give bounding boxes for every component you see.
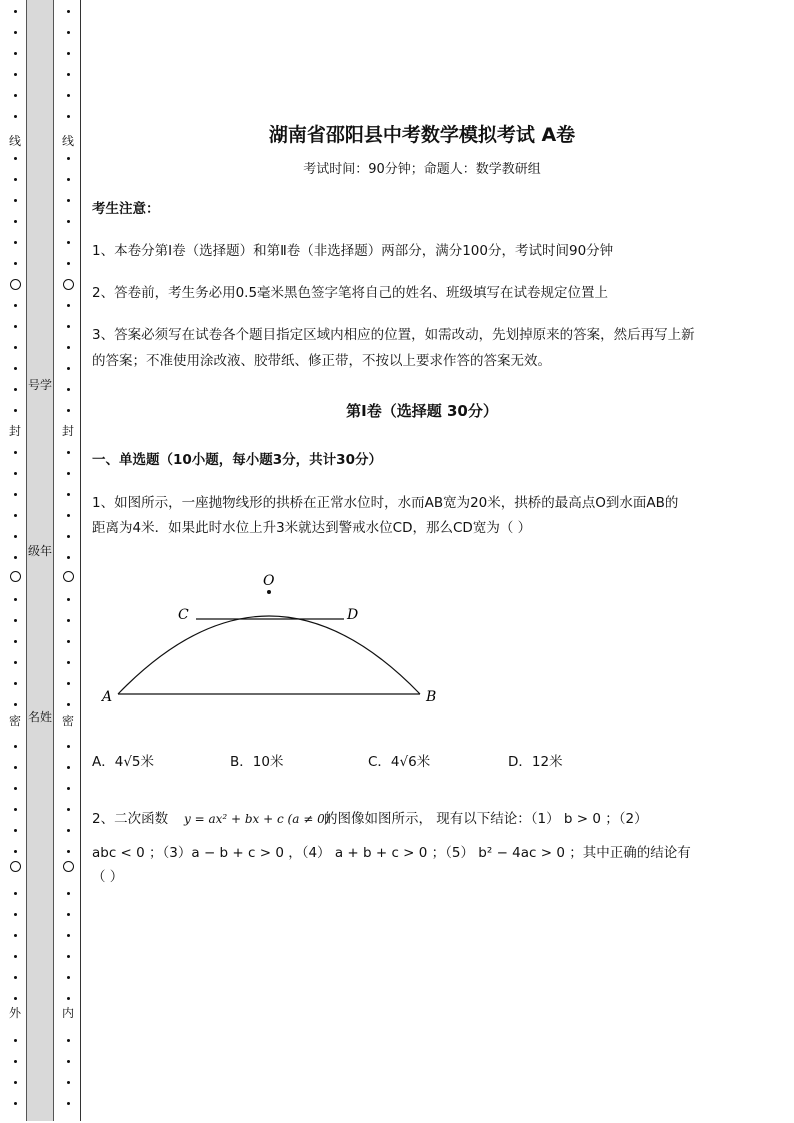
arch-curve (118, 616, 420, 694)
binding-dot (67, 346, 70, 349)
binding-dot (67, 787, 70, 790)
right-col-cut-marker-6: 内 (61, 1006, 74, 1020)
left-col-cut-marker-2: 封 (8, 424, 21, 438)
q1-text-line2: 距离为4米．如果此时水位上升3米就达到警戒水位CD，那么CD宽为（ ） (92, 520, 532, 536)
q2-text-line1-b: 的图像如图所示， 现有以下结论：（1） b > 0 ；（2） (324, 811, 648, 827)
left-col-circle-marker (10, 861, 21, 872)
binding-dot (67, 31, 70, 34)
binding-dot (14, 808, 17, 811)
label-c: C (178, 607, 189, 623)
binding-dot (14, 787, 17, 790)
binding-dot (14, 409, 17, 412)
binding-dot (67, 409, 70, 412)
binding-dot (67, 808, 70, 811)
left-col-circle-marker (10, 571, 21, 582)
binding-dot (67, 115, 70, 118)
binding-dot (67, 199, 70, 202)
binding-dot (14, 955, 17, 958)
binding-dot (14, 892, 17, 895)
binding-dot (14, 157, 17, 160)
binding-dot (14, 346, 17, 349)
left-col-cut-marker-4: 密 (8, 714, 21, 728)
binding-dot (14, 241, 17, 244)
binding-dot (67, 955, 70, 958)
section-title: 第I卷（选择题 30分） (346, 402, 498, 420)
notice-item-3-cont: 的答案；不准使用涂改液、胶带纸、修正带，不按以上要求作答的答案无效。 (92, 353, 551, 369)
page-subtitle: 考试时间：90分钟；命题人：数学教研组 (303, 162, 541, 177)
binding-dot (67, 682, 70, 685)
q2-text-line1-a: 2、二次函数 (92, 811, 169, 827)
right-col-circle-marker (63, 571, 74, 582)
binding-dot (14, 619, 17, 622)
binding-dot (14, 10, 17, 13)
q1-option-d: D．12米 (508, 754, 563, 770)
binding-dot (14, 388, 17, 391)
binding-dot (67, 703, 70, 706)
binding-dot (67, 640, 70, 643)
notice-item-3: 3、答案必须写在试卷各个题目指定区域内相应的位置，如需改动，先划掉原来的答案，然后再写上新 (92, 327, 695, 343)
binding-dot (67, 766, 70, 769)
left-col-cut-marker-0: 线 (8, 134, 21, 148)
binding-dot (67, 241, 70, 244)
binding-dot (67, 472, 70, 475)
binding-dot (14, 115, 17, 118)
binding-dot (67, 997, 70, 1000)
binding-dot (14, 325, 17, 328)
binding-dot (67, 829, 70, 832)
q1-text-line1: 1、如图所示，一座抛物线形的拱桥在正常水位时，水而AB宽为20米，拱桥的最高点O到水面AB的 (92, 495, 679, 511)
binding-dot (67, 598, 70, 601)
notice-item-1: 1、本卷分第I卷（选择题）和第Ⅱ卷（非选择题）两部分，满分100分，考试时间90分钟 (92, 243, 614, 259)
label-d: D (347, 607, 359, 623)
binding-dot (67, 661, 70, 664)
right-col-cut-marker-2: 封 (61, 424, 74, 438)
part-heading: 一、单选题（10小题，每小题3分，共计30分） (92, 452, 382, 468)
label-a: A (102, 689, 113, 705)
binding-dot (14, 52, 17, 55)
binding-dot (14, 997, 17, 1000)
grade-label: 级年 (27, 544, 52, 558)
binding-dot (14, 220, 17, 223)
binding-dot (14, 367, 17, 370)
binding-dot (67, 325, 70, 328)
binding-dot (14, 661, 17, 664)
label-b: B (426, 689, 437, 705)
binding-dot (14, 703, 17, 706)
binding-dot (14, 178, 17, 181)
left-col-circle-marker (10, 279, 21, 290)
binding-dot (14, 514, 17, 517)
label-o: O (263, 573, 275, 589)
binding-dot (67, 934, 70, 937)
binding-strip (26, 0, 54, 1121)
notice-heading: 考生注意： (92, 201, 160, 217)
binding-dot (67, 619, 70, 622)
binding-dot (67, 10, 70, 13)
binding-dot (67, 1060, 70, 1063)
binding-dot (14, 598, 17, 601)
binding-dot (67, 367, 70, 370)
binding-dot (67, 94, 70, 97)
binding-dot (14, 1102, 17, 1105)
student-number-label: 号学 (27, 378, 52, 392)
binding-dot (14, 934, 17, 937)
binding-dot (67, 262, 70, 265)
q1-option-b: B．10米 (230, 754, 284, 770)
binding-dot (14, 745, 17, 748)
binding-dot (67, 451, 70, 454)
binding-margin (0, 0, 84, 1123)
binding-dot (14, 451, 17, 454)
binding-dot (14, 493, 17, 496)
right-col-circle-marker (63, 861, 74, 872)
binding-dot (67, 913, 70, 916)
binding-dot (14, 304, 17, 307)
binding-dot (67, 745, 70, 748)
binding-dot (67, 892, 70, 895)
binding-dot (14, 199, 17, 202)
binding-dot (14, 640, 17, 643)
binding-border-line (80, 0, 81, 1121)
q1-option-c: C．4√6米 (368, 754, 431, 770)
binding-dot (67, 556, 70, 559)
name-label: 名姓 (27, 710, 52, 724)
binding-dot (14, 262, 17, 265)
binding-dot (14, 850, 17, 853)
binding-dot (67, 1039, 70, 1042)
binding-dot (14, 976, 17, 979)
binding-dot (67, 535, 70, 538)
q2-text-line3: （ ） (92, 869, 124, 885)
notice-item-2: 2、答卷前，考生务必用0.5毫米黑色签字笔将自己的姓名、班级填写在试卷规定位置上 (92, 285, 609, 301)
binding-dot (14, 1081, 17, 1084)
binding-dot (14, 31, 17, 34)
binding-dot (14, 766, 17, 769)
page-title: 湖南省邵阳县中考数学模拟考试 A卷 (268, 124, 576, 146)
binding-dot (14, 472, 17, 475)
right-col-circle-marker (63, 279, 74, 290)
binding-dot (67, 976, 70, 979)
binding-dot (14, 535, 17, 538)
binding-dot (67, 178, 70, 181)
right-col-cut-marker-0: 线 (61, 134, 74, 148)
q1-option-a: A．4√5米 (92, 754, 155, 770)
binding-dot (14, 94, 17, 97)
binding-dot (67, 1102, 70, 1105)
binding-dot (67, 388, 70, 391)
binding-dot (14, 556, 17, 559)
binding-dot (14, 1039, 17, 1042)
binding-dot (67, 157, 70, 160)
q2-text-line2: abc < 0 ；（3）a − b + c > 0 ，（4） a + b + c > 0 ；（5） b² − 4ac > 0 ；其中正确的结论有 (92, 845, 691, 861)
binding-dot (67, 52, 70, 55)
vertex-point (267, 590, 271, 594)
binding-dot (67, 514, 70, 517)
right-col-cut-marker-4: 密 (61, 714, 74, 728)
binding-dot (67, 73, 70, 76)
q2-formula: y = ax² + bx + c (a ≠ 0) (184, 812, 330, 826)
bridge-figure (96, 565, 446, 715)
left-col-cut-marker-6: 外 (8, 1006, 21, 1020)
binding-dot (14, 913, 17, 916)
binding-dot (67, 220, 70, 223)
binding-dot (67, 493, 70, 496)
binding-dot (14, 1060, 17, 1063)
binding-dot (67, 1081, 70, 1084)
binding-dot (14, 73, 17, 76)
binding-dot (14, 682, 17, 685)
binding-dot (14, 829, 17, 832)
binding-dot (67, 850, 70, 853)
binding-dot (67, 304, 70, 307)
